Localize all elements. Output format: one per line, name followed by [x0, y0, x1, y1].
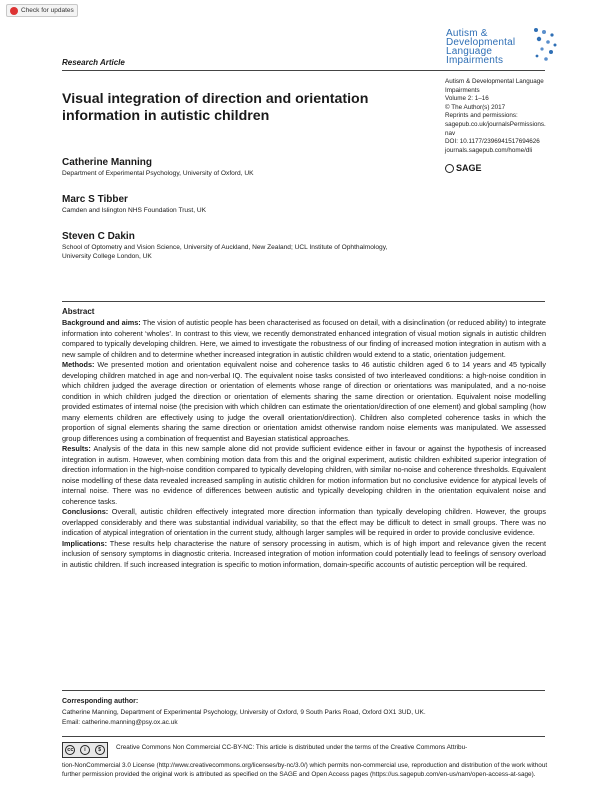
author-affiliation: School of Optometry and Vision Science, University of Auckland, New Zealand; UCL Institute of Ophthalmology, University College London, UK — [62, 244, 388, 260]
abstract-section-label: Methods: — [62, 360, 95, 369]
author-affiliation: Camden and Islington NHS Foundation Trust, UK — [62, 207, 207, 214]
journal-info-line: Reprints and permissions: — [445, 112, 518, 120]
abstract-bottom-rule — [62, 690, 545, 691]
journal-info-line: journals.sagepub.com/home/dli — [445, 146, 533, 154]
abstract-section-label: Results: — [62, 444, 91, 453]
abstract-section-text: The vision of autistic people has been characterised as focused on detail, with a disinclination (or reduced ability) to integrate information into coherent ‘wholes’. In contrast to this view, we recently demonstrated enhanced integration of visual motion signals in autistic children compared to typically developing children. Here, we aimed to investigate the robustness of our finding of increased motion integration in autism with a new sample of children and to determine whether increased integration in autistic children would extend to a static, orientation judgement. — [62, 318, 546, 359]
journal-info — [445, 78, 560, 155]
journal-logo-line: Language — [446, 46, 493, 57]
journal-logo-dots-icon — [530, 26, 560, 66]
author-name: Marc S Tibber — [62, 194, 128, 205]
article-title: Visual integration of direction and orientation information in autistic children — [62, 91, 369, 124]
footer-rule — [62, 736, 545, 737]
sage-logo-text: SAGE — [456, 163, 482, 173]
abstract-section — [62, 318, 546, 360]
author-name: Catherine Manning — [62, 157, 153, 168]
abstract-section-text: These results help characterise the nature of sensory processing in autism, which is of high import and relevance given the recent inclusion of sensory symptoms in diagnostic criteria. Increased integration of motion information could potentially lead to feelings of sensory overload in autistic children. If such increased integration is specific to motion information, domain-specific accounts of autistic perception will be required. — [62, 538, 546, 569]
license-first-line: Creative Commons Non Commercial CC-BY-NC: This article is distributed under the terms of the Creative Commons Attribu- — [116, 744, 468, 751]
license-text: tion-NonCommercial 3.0 License (http://www.creativecommons.org/licenses/by-nc/3.0/) which permits non-commercial use, reproduction and distribution of the work without further permission provided the original work is attributed as specified on the SAGE and Open Access pages (https://us.sagepub.com/en-us/nam/open-access-at-sage). — [62, 762, 548, 779]
check-for-updates-label: Check for updates — [21, 7, 74, 14]
corresponding-author-address: Catherine Manning, Department of Experimental Psychology, University of Oxford, 9 South Parks Road, Oxford OX1 3UD, UK. — [62, 709, 426, 716]
crossmark-icon — [10, 7, 18, 15]
corresponding-author-email[interactable]: Email: catherine.manning@psy.ox.ac.uk — [62, 718, 178, 726]
abstract-section-text: We presented motion and orientation equivalent noise and coherence tasks to 46 autistic children aged 6 to 14 years and 45 typically developing children matched in age and non-verbal IQ. The equivalent noise tasks consisted of two interleaved conditions: a high-noise condition in which children judged the average direction or orientation of elements whose range of direction or orientations was manipulated, and a no-noise condition in which children judged the direction or orientation of elements sharing the same direction or orientation. Equivalent noise modelling provided estimates of internal noise (the precision with which children can estimate the orientation/direction of one element) and global sampling (how many elements children are effectively using to judge the overall orientation/direction). Children also completed coherence tasks in which the proportion of signal elements sharing the same direction or orientation amidst otherwise random noise elements was manipulated. We assessed group differences using a combination of frequentist and Bayesian statistical approaches. — [62, 360, 546, 443]
journal-info-line: nav — [445, 129, 456, 137]
journal-info-line: Volume 2: 1–16 — [445, 95, 489, 103]
abstract-heading: Abstract — [62, 307, 95, 316]
journal-logo-line: Autism & — [446, 28, 488, 39]
author-name: Steven C Dakin — [62, 231, 135, 242]
check-for-updates-button[interactable] — [6, 4, 78, 17]
corresponding-author-details — [62, 708, 546, 727]
journal-info-line: © The Author(s) 2017 — [445, 103, 506, 111]
corresponding-author-heading: Corresponding author: — [62, 698, 139, 705]
header-rule — [62, 70, 545, 71]
abstract-section — [62, 360, 546, 444]
journal-logo — [446, 29, 538, 65]
sage-logo — [445, 163, 482, 173]
by-person-icon: i — [80, 745, 90, 755]
journal-info-line: Autism & Developmental Language — [445, 78, 544, 85]
abstract-section-label: Conclusions: — [62, 507, 109, 516]
abstract-section — [62, 507, 546, 539]
author-affiliation: Department of Experimental Psychology, University of Oxford, UK — [62, 170, 254, 177]
abstract-top-rule — [62, 301, 545, 302]
sage-mark-icon — [445, 164, 454, 173]
journal-logo-line: Developmental — [446, 37, 516, 48]
journal-info-line: Impairments — [445, 86, 480, 94]
cc-glyph: cc — [67, 747, 74, 753]
creative-commons-icon — [62, 742, 108, 758]
nc-dollar-icon: $ — [95, 745, 105, 755]
abstract-section — [62, 444, 546, 507]
journal-info-line: DOI: 10.1177/2396941517694626 — [445, 138, 540, 146]
journal-info-line: sagepub.co.uk/journalsPermissions. — [445, 120, 546, 128]
article-type: Research Article — [62, 58, 125, 67]
abstract-section-label: Implications: — [62, 538, 108, 548]
abstract-section-text: Analysis of the data in this new sample alone did not provide sufficient evidence either in favour or against the hypothesis of increased integration in autism. However, when combining motion data from this and the original experiment, autistic children exhibited superior integration of direction information in the high-noise condition compared to typically developing children, with similar no-noise and coherence thresholds. Equivalent noise modelling of these data revealed increased sampling in autistic children for motion information but no conclusive evidence for atypical levels of internal noise. There was no evidence of differences between autistic and typically developing children in the orientation equivalent noise and coherence tasks. — [62, 444, 546, 506]
abstract-section — [62, 539, 546, 571]
abstract-section-text: Overall, autistic children effectively integrated more direction information than typically developing children. However, the groups overlapped considerably and there was substantial individual variability, so that the effect may be difficult to detect in small groups. There was no indication of atypical integration of orientation in the current study, although larger samples will be required in order to provide conclusive evidence. — [62, 507, 546, 537]
journal-logo-line: Impairments — [446, 55, 504, 66]
abstract-section-label: Background and aims: — [62, 318, 141, 327]
abstract-body — [62, 318, 546, 570]
